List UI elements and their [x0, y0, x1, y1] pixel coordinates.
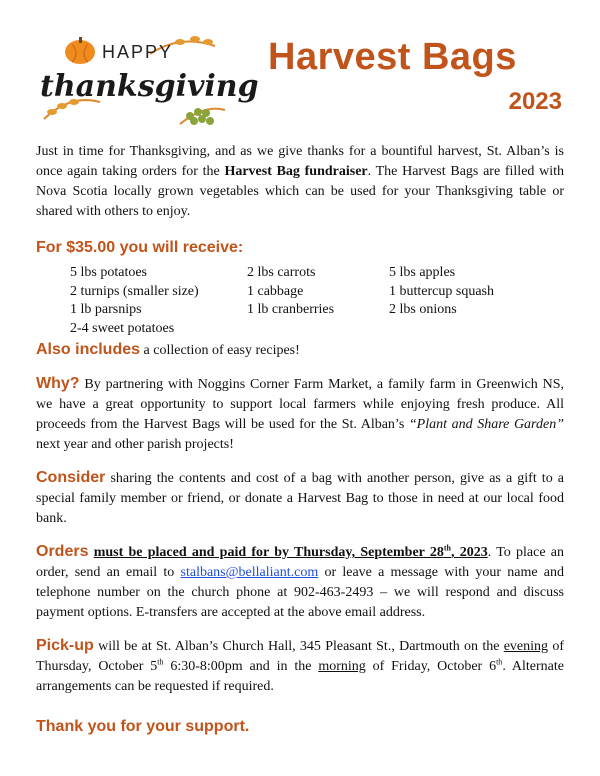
why-paragraph: Why? By partnering with Noggins Corner Farm Market, a family farm in Greenwich NS, we have a great opportunity to support local farmers while enjoying fresh produce. All proceeds from the Harvest Bags will be used for the St. Alban’s “Plant and Share Garden” next year and other parish projects! [36, 375, 564, 452]
svg-text:thanksgiving: thanksgiving [40, 69, 259, 104]
list-item: 2 turnips (smaller size) [70, 283, 199, 299]
page-year: 2023 [508, 88, 562, 115]
pickup-paragraph: Pick-up will be at St. Alban’s Church Hall, 345 Pleasant St., Dartmouth on the evening of Thursday, October 5th 6:30-8:00pm and in the morning of Friday, October 6th. Alternate arrangements can be requested if required. [36, 637, 564, 694]
list-item: 1 lb parsnips [70, 302, 142, 317]
flyer-body [36, 142, 564, 737]
email-link[interactable]: stalbans@bellaliant.com [180, 565, 319, 580]
list-item: 5 lbs potatoes [70, 265, 147, 280]
list-item: 2 lbs carrots [247, 265, 316, 280]
receive-heading: For $35.00 you will receive: [36, 239, 244, 256]
thank-you-line: Thank you for your support. [36, 718, 250, 735]
list-item: 1 buttercup squash [389, 283, 494, 299]
intro-paragraph: Just in time for Thanksgiving, and as we give thanks for a bountiful harvest, St. Alban’s is once again taking orders for the Harvest Bag fundraiser. The Harvest Bags are filled with Nova Scotia locally grown vegetables which can be used for your Thanksgiving table or shared with others to enjoy. [36, 144, 565, 219]
consider-paragraph: Consider sharing the contents and cost of a bag with another person, give as a gift to a special family member or friend, or donate a Harvest Bag to those in need at our local food bank. [36, 469, 564, 526]
svg-text:HAPPY: HAPPY [102, 42, 174, 62]
pumpkin-icon [65, 37, 95, 64]
bag-contents-list [36, 264, 564, 338]
list-item: 2 lbs onions [389, 302, 457, 317]
list-item: 5 lbs apples [389, 265, 456, 280]
page-title: Harvest Bags [268, 36, 517, 78]
list-item: 1 lb cranberries [247, 302, 335, 317]
orders-paragraph: Orders must be placed and paid for by Thursday, September 28th, 2023. To place an order, send an email to stalbans@bellaliant.com or leave a message with your name and telephone number on the church phone at 902-463-2493 – we will respond and discuss payment options. E-transfers are accepted at the above email address. [36, 543, 565, 620]
also-includes-paragraph: Also includes a collection of easy recipes! [36, 341, 300, 358]
list-item: 1 cabbage [247, 283, 304, 299]
happy-thanksgiving-logo [30, 24, 259, 132]
list-item: 2-4 sweet potatoes [70, 320, 175, 336]
